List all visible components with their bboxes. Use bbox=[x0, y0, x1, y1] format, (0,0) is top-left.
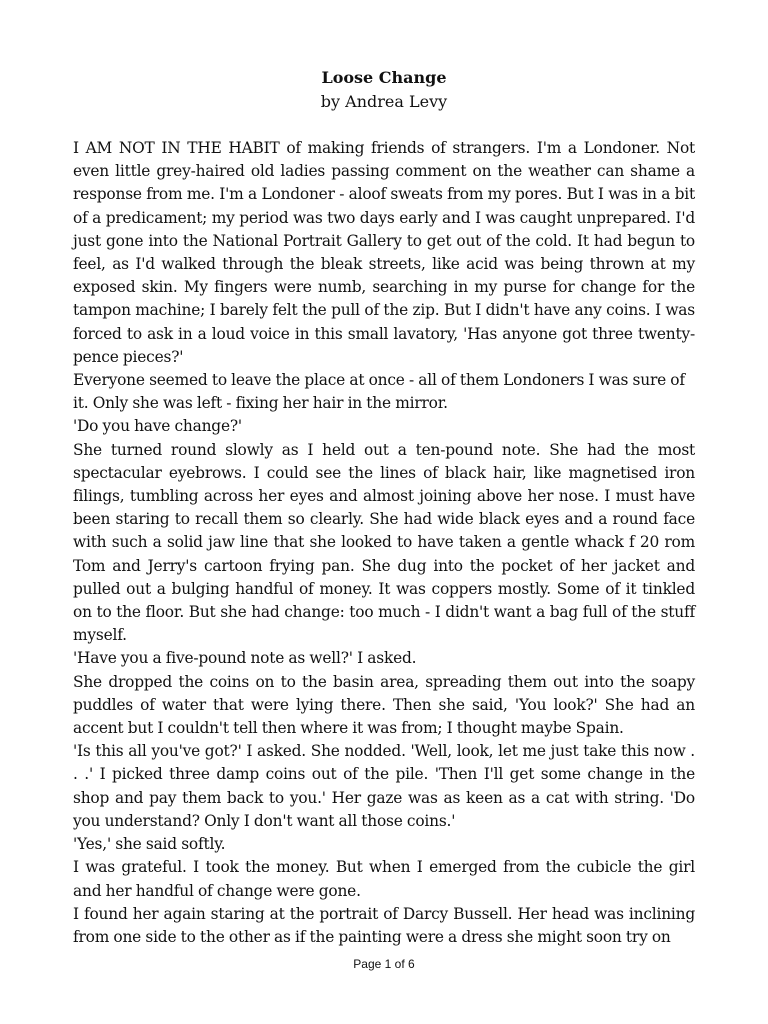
story-body bbox=[73, 137, 695, 949]
paragraph: I AM NOT IN THE HABIT of making friends of strangers. I'm a Londoner. Not even little grey-haired old ladies passing comment on the weather can shame a response from me. I'm a Londoner - aloof sweats from my pores. But I was in a bit of a predicament; my period was two days early and I was caught unprepared. I'd just gone into the National Portrait Gallery to get out of the cold. It had begun to feel, as I'd walked through the bleak streets, like acid was being thrown at my exposed skin. My fingers were numb, searching in my purse for change for the tampon machine; I barely felt the pull of the zip. But I didn't have any coins. I was forced to ask in a loud voice in this small lavatory, 'Has anyone got three twenty-pence pieces?' bbox=[73, 139, 695, 366]
paragraph: She turned round slowly as I held out a ten-pound note. She had the most spectacular eyebrows. I could see the lines of black hair, like magnetised iron filings, tumbling across her eyes and almost joining above her nose. I must have been staring to recall them so clearly. She had wide black eyes and a round face with such a solid jaw line that she looked to have taken a gentle whack f 20 rom Tom and Jerry's cartoon frying pan. She dug into the pocket of her jacket and pulled out a bulging handful of money. It was coppers mostly. Some of it tinkled on to the floor. But she had change: too much - I didn't want a bag full of the stuff myself. bbox=[73, 440, 695, 645]
page-number: Page 1 of 6 bbox=[353, 957, 415, 971]
story-author: by Andrea Levy bbox=[320, 92, 448, 111]
paragraph: 'Do you have change?' bbox=[73, 417, 242, 436]
paragraph: 'Yes,' she said softly. bbox=[73, 835, 226, 854]
paragraph: She dropped the coins on to the basin area, spreading them out into the soapy puddles of water that were lying there. Then she said, 'You look?' She had an accent but I couldn't tell then where it was from; I thought maybe Spain. bbox=[73, 672, 695, 738]
story-title: Loose Change bbox=[321, 68, 447, 87]
paragraph: 'Is this all you've got?' I asked. She nodded. 'Well, look, let me just take this now . . .' I picked three damp coins out of the pile. 'Then I'll get some change in the shop and pay them back to you.' Her gaze was as keen as a cat with string. 'Do you understand? Only I don't want all those coins.' bbox=[73, 742, 695, 830]
paragraph: I was grateful. I took the money. But when I emerged from the cubicle the girl and her handful of change were gone. bbox=[73, 858, 695, 900]
paragraph: Everyone seemed to leave the place at once - all of them Londoners I was sure of it. Only she was left - fixing her hair in the mirror. bbox=[73, 371, 685, 413]
paragraph: I found her again staring at the portrait of Darcy Bussell. Her head was inclining from one side to the other as if the painting were a dress she might soon try on bbox=[73, 904, 695, 946]
paragraph: 'Have you a five-pound note as well?' I asked. bbox=[73, 649, 417, 668]
